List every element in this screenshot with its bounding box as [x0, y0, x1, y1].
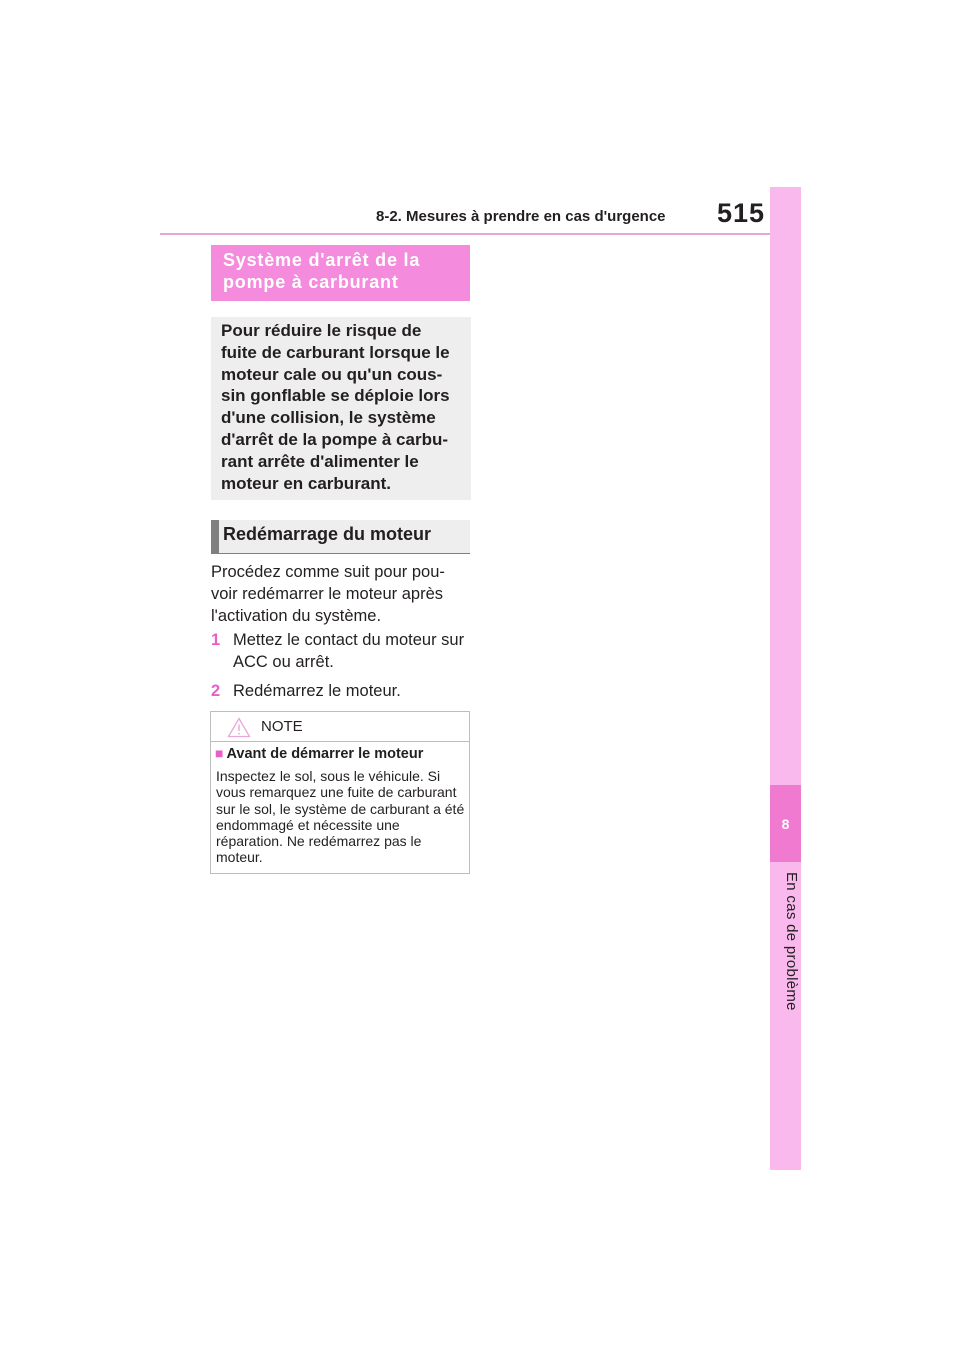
page-number: 515 — [717, 198, 766, 228]
square-bullet-icon: ■ — [215, 745, 224, 761]
step-2 — [211, 680, 476, 702]
note-label: NOTE — [261, 718, 303, 735]
header-rule — [160, 233, 770, 235]
restart-heading: Redémarrage du moteur — [211, 520, 470, 554]
note-text: Inspectez le sol, sous le véhicule. Si vous remarquez une fuite de carburant sur le sol, le système de carburant a été endommagé et nécessite une réparation. Ne redémarrez pas le moteur. — [216, 768, 465, 866]
running-header: 8-2. Mesures à prendre en cas d'urgence — [376, 208, 666, 225]
note-header — [211, 712, 469, 742]
note-subhead-text: Avant de démarrer le moteur — [226, 746, 424, 762]
step-number: 2 — [211, 682, 221, 700]
section-title: Système d'arrêt de la pompe à carburant — [211, 245, 470, 301]
step-number: 1 — [211, 631, 221, 649]
restart-body: Procédez comme suit pour pou- voir redémarrer le moteur après l'activation du système. — [211, 563, 445, 625]
step-text: Redémarrez le moteur. — [233, 682, 401, 700]
step-text: Mettez le contact du moteur sur ACC ou arrêt. — [233, 631, 465, 671]
intro-box: Pour réduire le risque de fuite de carburant lorsque le moteur cale ou qu'un cous- sin gonflable se déploie lors d'une collision, le système d'arrêt de la pompe à carbu- rant arrête d'alimenter le moteur en carburant. — [211, 317, 471, 500]
chapter-number-box: 8 — [770, 785, 801, 862]
note-box — [210, 711, 470, 874]
warning-triangle-icon — [227, 717, 251, 738]
note-subhead — [215, 745, 423, 762]
step-1 — [211, 629, 476, 673]
chapter-title-vertical: En cas de problème — [783, 872, 800, 1011]
